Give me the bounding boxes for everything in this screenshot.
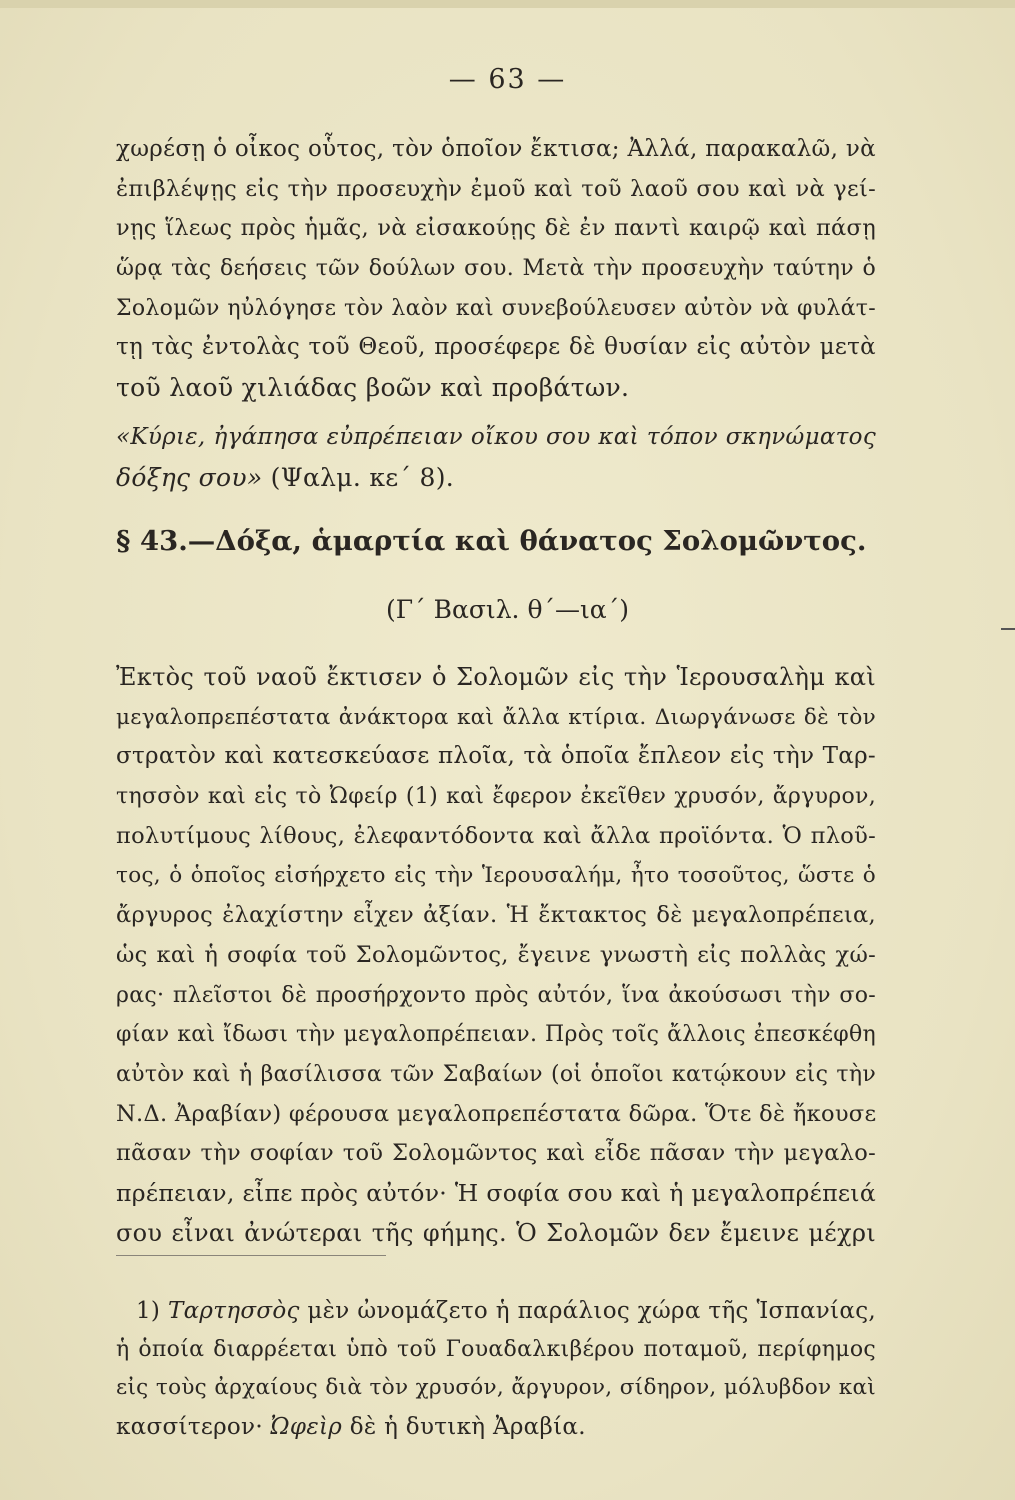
quote-line: «Κύριε, ἠγάπησα εὐπρέπειαν οἴκου σου καὶ τόπον σκηνώματος bbox=[116, 424, 876, 450]
quote-text: δόξης σου» bbox=[116, 462, 263, 492]
footnote-term: Ὠφεὶρ bbox=[270, 1413, 343, 1440]
text-line: Ἐκτὸς τοῦ ναοῦ ἔκτισεν ὁ Σολομῶν εἰς τὴν Ἱερουσαλὴμ καὶ bbox=[116, 663, 876, 691]
footnote bbox=[116, 1292, 876, 1446]
footnote-term: Ταρτησσὸς bbox=[167, 1298, 300, 1324]
section-reference: (Γ΄ Βασιλ. θ΄—ια΄) bbox=[386, 595, 629, 624]
section-paragraph bbox=[116, 658, 876, 1253]
text-line: Ν.Δ. Ἀραβίαν) φέρουσα μεγαλοπρεπέστατα δῶρα. Ὅτε δὲ ἤκουσε bbox=[116, 1100, 877, 1127]
psalm-quote bbox=[116, 418, 876, 497]
text-line: ρας· πλεῖστοι δὲ προσήρχοντο πρὸς αὐτόν, ἵνα ἀκούσωσι τὴν σο- bbox=[116, 982, 876, 1008]
text-line: αὐτὸν καὶ ἡ βασίλισσα τῶν Σαβαίων (οἱ ὁποῖοι κατῴκουν εἰς τὴν bbox=[116, 1061, 876, 1087]
section-heading: § 43.—Δόξα, ἁμαρτία καὶ θάνατος Σολομῶντος. bbox=[116, 525, 867, 557]
footnote-text: δὲ ἡ δυτικὴ Ἀραβία. bbox=[342, 1413, 586, 1440]
margin-mark bbox=[1001, 628, 1015, 630]
text-line: πρέπειαν, εἶπε πρὸς αὐτόν· Ἡ σοφία σου καὶ ἡ μεγαλοπρέπειά bbox=[116, 1178, 876, 1207]
text-line: νῃς ἵλεως πρὸς ἡμᾶς, νὰ εἰσακούῃς δὲ ἐν παντὶ καιρῷ καὶ πάσῃ bbox=[116, 215, 876, 242]
text-line: φίαν καὶ ἴδωσι τὴν μεγαλοπρέπειαν. Πρὸς τοῖς ἄλλοις ἐπεσκέφθη bbox=[116, 1022, 876, 1048]
text-line: στρατὸν καὶ κατεσκεύασε πλοῖα, τὰ ὁποῖα ἔπλεον εἰς τὴν Ταρ- bbox=[116, 743, 876, 770]
text-line: πᾶσαν τὴν σοφίαν τοῦ Σολομῶντος καὶ εἶδε πᾶσαν τὴν μεγαλο- bbox=[116, 1140, 876, 1167]
text-line: πολυτίμους λίθους, ἐλεφαντόδοντα καὶ ἄλλα προϊόντα. Ὁ πλοῦ- bbox=[116, 822, 876, 849]
quote-reference: (Ψαλμ. κε΄ 8). bbox=[262, 462, 455, 492]
text-line: ὡς καὶ ἡ σοφία τοῦ Σολομῶντος, ἔγεινε γνωστὴ εἰς πολλὰς χώ- bbox=[116, 941, 876, 968]
text-line: χωρέσῃ ὁ οἶκος οὗτος, τὸν ὁποῖον ἔκτισα; Ἀλλά, παρακαλῶ, νὰ bbox=[116, 136, 876, 162]
text-line: Σολομῶν ηὐλόγησε τὸν λαὸν καὶ συνεβούλευσεν αὐτὸν νὰ φυλάτ- bbox=[116, 295, 876, 321]
text-line: ἄργυρος ἐλαχίστην εἶχεν ἀξίαν. Ἡ ἔκτακτος δὲ μεγαλοπρέπεια, bbox=[116, 902, 876, 929]
text-line: ἐπιβλέψῃς εἰς τὴν προσευχὴν ἐμοῦ καὶ τοῦ λαοῦ σου καὶ νὰ γεί- bbox=[116, 175, 876, 202]
footnote-divider bbox=[116, 1255, 386, 1256]
text-line: τος, ὁ ὁποῖος εἰσήρχετο εἰς τὴν Ἱερουσαλήμ, ἦτο τοσοῦτος, ὥστε ὁ bbox=[116, 863, 876, 889]
footnote-line bbox=[116, 1408, 876, 1447]
paragraph-continuation bbox=[116, 130, 876, 408]
text-line: τῃ τὰς ἐντολὰς τοῦ Θεοῦ, προσέφερε δὲ θυσίαν εἰς αὐτὸν μετὰ bbox=[116, 334, 876, 361]
text-line: σου εἶναι ἀνώτεραι τῆς φήμης. Ὁ Σολομῶν δεν ἔμεινε μέχρι bbox=[116, 1218, 876, 1247]
text-line: τησσὸν καὶ εἰς τὸ Ὠφείρ (1) καὶ ἔφερον ἐκεῖθεν χρυσόν, ἄργυρον, bbox=[116, 784, 876, 810]
footnote-text: κασσίτερον· bbox=[116, 1413, 271, 1440]
text-line: ὥρᾳ τὰς δεήσεις τῶν δούλων σου. Μετὰ τὴν προσευχὴν ταύτην ὁ bbox=[116, 256, 876, 282]
footnote-line: εἰς τοὺς ἀρχαίους διὰ τὸν χρυσόν, ἄργυρον, σίδηρον, μόλυβδον καὶ bbox=[116, 1375, 876, 1400]
text-line: μεγαλοπρεπέστατα ἀνάκτορα καὶ ἄλλα κτίρια. Διωργάνωσε δὲ τὸν bbox=[116, 704, 876, 730]
page-number: — 63 — bbox=[448, 64, 567, 95]
footnote-marker: 1) bbox=[136, 1298, 168, 1324]
footnote-text: μὲν ὠνομάζετο ἡ παράλιος χώρα τῆς Ἱσπανίας, bbox=[299, 1298, 877, 1324]
quote-line bbox=[116, 458, 876, 498]
footnote-line: ἡ ὁποία διαρρέεται ὑπὸ τοῦ Γουαδαλκιβέρου ποταμοῦ, περίφημος bbox=[116, 1336, 876, 1362]
text-line: τοῦ λαοῦ χιλιάδας βοῶν καὶ προβάτων. bbox=[116, 373, 630, 403]
footnote-line bbox=[116, 1292, 876, 1331]
page-edge bbox=[0, 0, 1015, 8]
